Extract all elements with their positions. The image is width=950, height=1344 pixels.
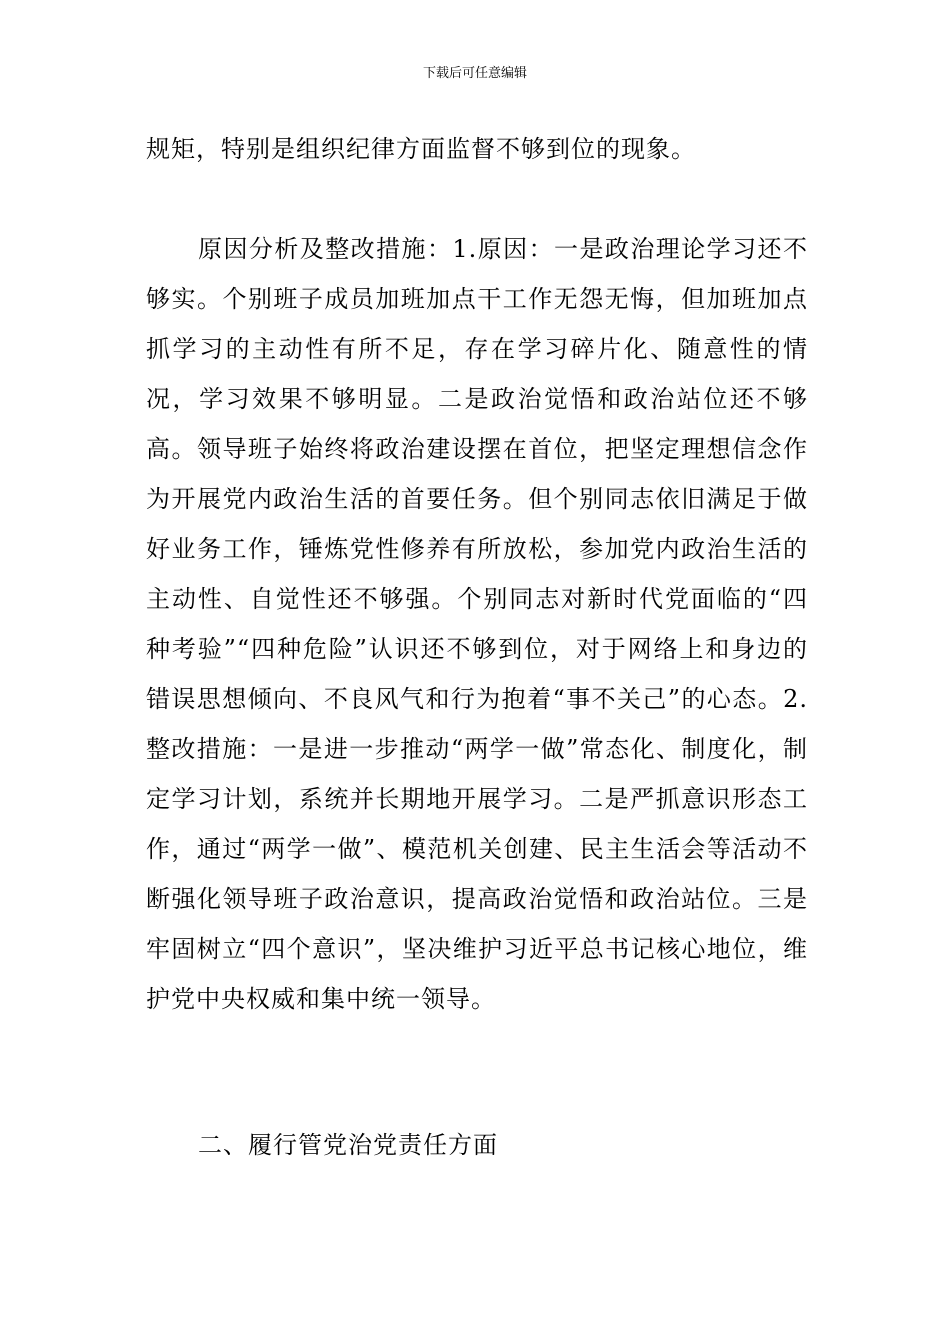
paragraph-cause-analysis: 原因分析及整改措施：1.原因：一是政治理论学习还不够实。个别班子成员加班加点干工作无怨无悔，但加班加点抓学习的主动性有所不足，存在学习碎片化、随意性的情况，学习效果不够明显。二是政治觉悟和政治站位还不够高。领导班子始终将政治建设摆在首位，把坚定理想信念作为开展党内政治生活的首要任务。但个别同志依旧满足于做好业务工作，锤炼党性修养有所放松，参加党内政治生活的主动性、自觉性还不够强。个别同志对新时代党面临的“四种考验”“四种危险”认识还不够到位，对于网络上和身边的错误思想倾向、不良风气和行为抱着“事不关己”的心态。2.整改措施：一是进一步推动“两学一做”常态化、制度化，制定学习计划，系统并长期地开展学习。二是严抓意识形态工作，通过“两学一做”、模范机关创建、民主生活会等活动不断强化领导班子政治意识，提高政治觉悟和政治站位。三是牢固树立“四个意识”，坚决维护习近平总书记核心地位，维护党中央权威和集中统一领导。 <box>146 235 808 1013</box>
paragraph-continuation: 规矩，特别是组织纪律方面监督不够到位的现象。 <box>146 135 696 163</box>
page-header: 下载后可任意编辑 <box>422 66 527 81</box>
section-heading: 二、履行管党治党责任方面 <box>198 1131 498 1159</box>
